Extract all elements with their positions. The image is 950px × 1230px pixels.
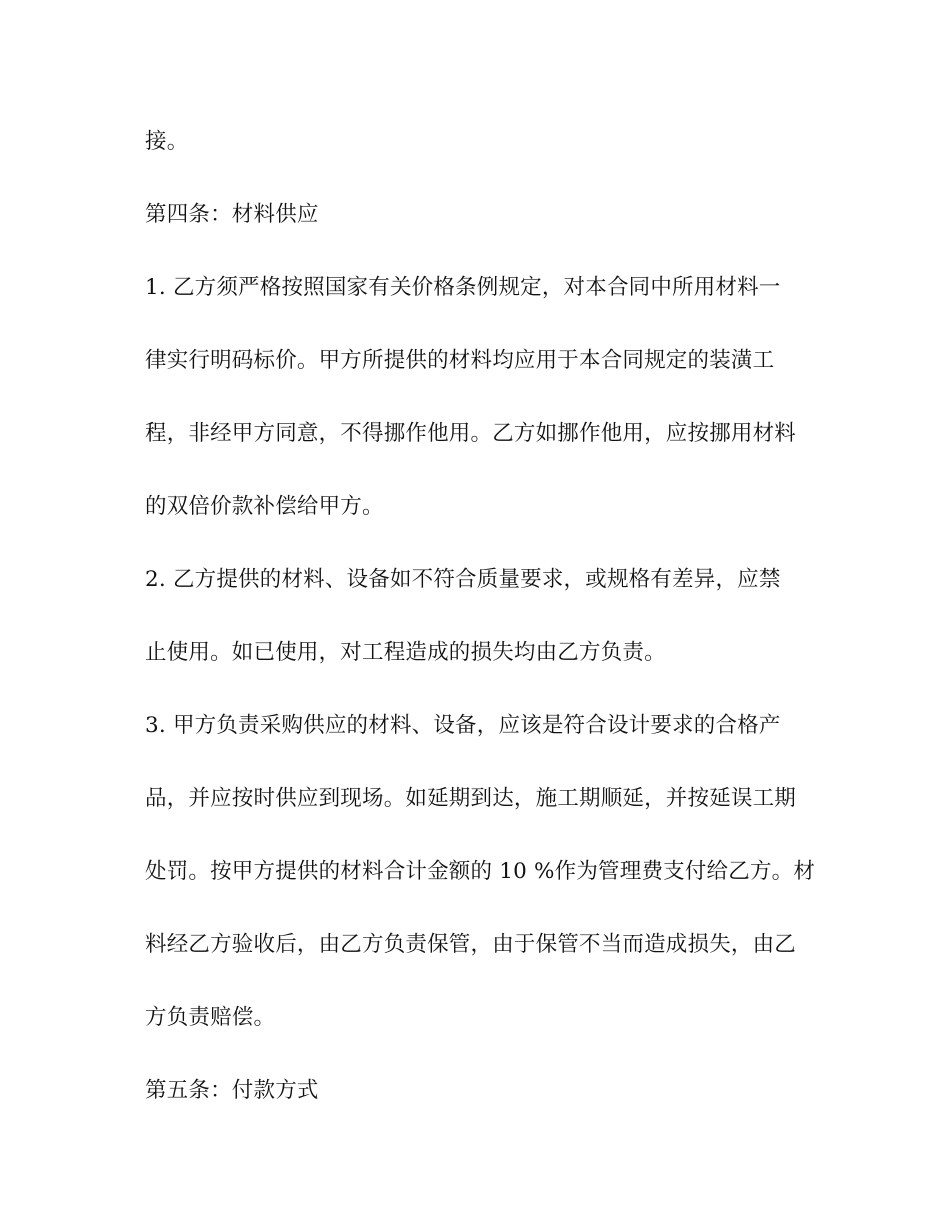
text-line: 2. 乙方提供的材料、设备如不符合质量要求，或规格有差异，应禁 bbox=[145, 567, 781, 592]
section-heading-article-4: 第四条：材料供应 bbox=[145, 202, 319, 227]
text-line: 品，并应按时供应到现场。如延期到达，施工期顺延，并按延误工期 bbox=[145, 786, 797, 811]
text-line: 3. 甲方负责采购供应的材料、设备，应该是符合设计要求的合格产 bbox=[145, 713, 781, 738]
text-line: 接。 bbox=[145, 129, 189, 154]
text-line: 料经乙方验收后，由乙方负责保管，由于保管不当而造成损失，由乙 bbox=[145, 932, 797, 957]
text-line: 1. 乙方须严格按照国家有关价格条例规定，对本合同中所用材料一 bbox=[145, 275, 781, 300]
text-line: 的双倍价款补偿给甲方。 bbox=[145, 494, 384, 519]
text-line: 处罚。按甲方提供的材料合计金额的 10 %作为管理费支付给乙方。材 bbox=[145, 859, 816, 884]
text-line: 止使用。如已使用，对工程造成的损失均由乙方负责。 bbox=[145, 640, 666, 665]
text-line: 程，非经甲方同意，不得挪作他用。乙方如挪作他用，应按挪用材料 bbox=[145, 421, 797, 446]
text-line: 方负责赔偿。 bbox=[145, 1005, 276, 1030]
text-line: 律实行明码标价。甲方所提供的材料均应用于本合同规定的装潢工 bbox=[145, 348, 775, 373]
section-heading-article-5: 第五条：付款方式 bbox=[145, 1078, 319, 1103]
